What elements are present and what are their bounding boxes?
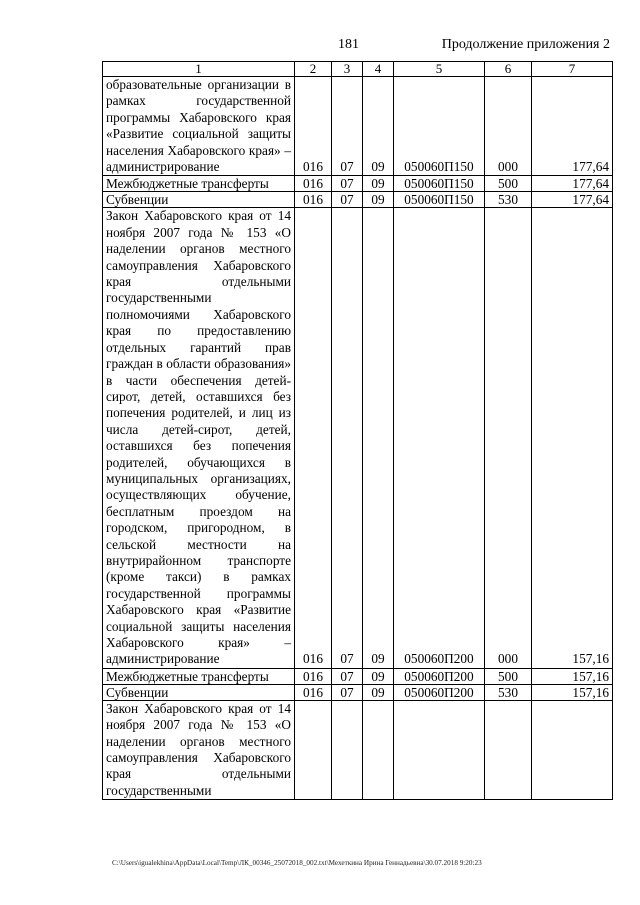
subsection-code: 09 xyxy=(363,176,394,192)
column-header: 3 xyxy=(332,62,363,77)
row-name: Субвенции xyxy=(103,684,295,700)
table-header-row xyxy=(103,62,613,77)
section-code xyxy=(332,700,363,799)
expense-type-code: 000 xyxy=(485,77,532,176)
ministry-code: 016 xyxy=(295,684,332,700)
ministry-code: 016 xyxy=(295,668,332,684)
section-code: 07 xyxy=(332,668,363,684)
expense-type-code: 500 xyxy=(485,176,532,192)
target-code: 050060П200 xyxy=(394,684,485,700)
table-row xyxy=(103,208,613,668)
expense-type-code xyxy=(485,700,532,799)
amount: 177,64 xyxy=(532,192,613,208)
subsection-code: 09 xyxy=(363,684,394,700)
file-path-footer: C:\Users\igualekhina\AppData\Local\Temp\ЛК_00346_25072018_002.txt\Мехеткина Ирина Геннадьевна\30.07.2018 9:20:23 xyxy=(112,859,482,867)
target-code xyxy=(394,700,485,799)
ministry-code: 016 xyxy=(295,77,332,176)
column-header: 5 xyxy=(394,62,485,77)
row-name: Межбюджетные трансферты xyxy=(103,668,295,684)
continuation-label: Продолжение приложения 2 xyxy=(441,37,610,52)
subsection-code xyxy=(363,700,394,799)
row-name: Межбюджетные трансферты xyxy=(103,176,295,192)
page-number: 181 xyxy=(338,37,359,52)
target-code: 050060П150 xyxy=(394,192,485,208)
ministry-code: 016 xyxy=(295,176,332,192)
expense-type-code: 000 xyxy=(485,208,532,668)
amount: 177,64 xyxy=(532,77,613,176)
section-code: 07 xyxy=(332,176,363,192)
subsection-code: 09 xyxy=(363,77,394,176)
table-row xyxy=(103,176,613,192)
row-name: Субвенции xyxy=(103,192,295,208)
section-code: 07 xyxy=(332,77,363,176)
row-name: Закон Хабаровского края от 14 ноября 2007 года № 153 «О наделении органов местного самоуправления Хабаровского края отдельными государственными полномочиями Хабаровского края по предоставлению отдельных гарантий прав граждан в области образования» в части обеспечения детей-сирот, детей, оставшихся без попечения родителей, и лиц из числа детей-сирот, детей, оставшихся без попечения родителей, обучающихся в муниципальных организациях, осуществляющих обучение, бесплатным проездом на городском, пригородном, в сельской местности на внутрирайонном транспорте (кроме такси) в рамках государственной программы Хабаровского края «Развитие социальной защиты населения Хабаровского края» – администрирование xyxy=(103,208,295,668)
table-row xyxy=(103,684,613,700)
amount: 177,64 xyxy=(532,176,613,192)
section-code: 07 xyxy=(332,208,363,668)
column-header: 2 xyxy=(295,62,332,77)
table-row xyxy=(103,77,613,176)
subsection-code: 09 xyxy=(363,668,394,684)
subsection-code: 09 xyxy=(363,208,394,668)
amount: 157,16 xyxy=(532,208,613,668)
budget-table xyxy=(102,61,613,800)
column-header: 7 xyxy=(532,62,613,77)
subsection-code: 09 xyxy=(363,192,394,208)
target-code: 050060П150 xyxy=(394,176,485,192)
ministry-code: 016 xyxy=(295,208,332,668)
expense-type-code: 530 xyxy=(485,192,532,208)
section-code: 07 xyxy=(332,684,363,700)
section-code: 07 xyxy=(332,192,363,208)
ministry-code xyxy=(295,700,332,799)
table-row xyxy=(103,192,613,208)
table-row xyxy=(103,668,613,684)
row-name: образовательные организации в рамках государственной программы Хабаровского края «Развитие социальной защиты населения Хабаровского края» – администрирование xyxy=(103,77,295,176)
ministry-code: 016 xyxy=(295,192,332,208)
table-row xyxy=(103,700,613,799)
amount xyxy=(532,700,613,799)
target-code: 050060П150 xyxy=(394,77,485,176)
target-code: 050060П200 xyxy=(394,668,485,684)
expense-type-code: 530 xyxy=(485,684,532,700)
amount: 157,16 xyxy=(532,684,613,700)
expense-type-code: 500 xyxy=(485,668,532,684)
column-header: 6 xyxy=(485,62,532,77)
amount: 157,16 xyxy=(532,668,613,684)
row-name: Закон Хабаровского края от 14 ноября 2007 года № 153 «О наделении органов местного самоуправления Хабаровского края отдельными государственными xyxy=(103,700,295,799)
column-header: 1 xyxy=(103,62,295,77)
target-code: 050060П200 xyxy=(394,208,485,668)
column-header: 4 xyxy=(363,62,394,77)
